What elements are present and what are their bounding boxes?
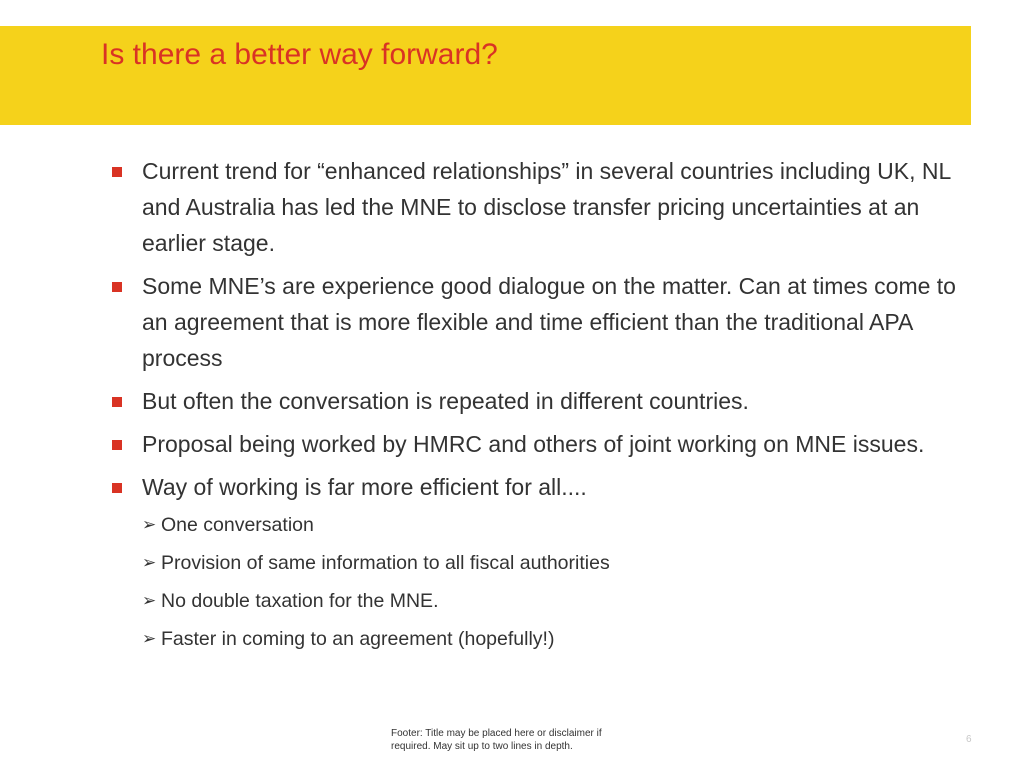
bullet-item (111, 469, 961, 505)
page-number: 6 (966, 734, 972, 745)
bullet-text: Current trend for “enhanced relationships” in several countries including UK, NL and Australia has led the MNE to disclose transfer pricing uncertainties at an earlier stage. (142, 158, 951, 256)
arrowhead-bullet-icon: ➢ (142, 515, 157, 535)
sub-bullet-text: Provision of same information to all fiscal authorities (161, 552, 610, 574)
slide-content (111, 153, 961, 664)
sub-bullet-item (111, 512, 961, 538)
sub-bullet-text: No double taxation for the MNE. (161, 590, 439, 612)
sub-bullet-list (111, 512, 961, 652)
square-bullet-icon (112, 397, 122, 407)
square-bullet-icon (112, 167, 122, 177)
bullet-item (111, 153, 961, 261)
bullet-text: Some MNE’s are experience good dialogue on the matter. Can at times come to an agreement that is more flexible and time efficient than the traditional APA process (142, 273, 956, 371)
sub-bullet-item (111, 588, 961, 614)
bullet-text: Proposal being worked by HMRC and others of joint working on MNE issues. (142, 431, 925, 457)
bullet-item (111, 426, 961, 462)
arrowhead-bullet-icon: ➢ (142, 591, 157, 611)
sub-bullet-text: Faster in coming to an agreement (hopefully!) (161, 628, 555, 650)
sub-bullet-item (111, 550, 961, 576)
sub-bullet-item (111, 626, 961, 652)
arrowhead-bullet-icon: ➢ (142, 629, 157, 649)
square-bullet-icon (112, 282, 122, 292)
bullet-text: But often the conversation is repeated in different countries. (142, 388, 749, 414)
slide-title: Is there a better way forward? (101, 38, 498, 71)
arrowhead-bullet-icon: ➢ (142, 553, 157, 573)
bullet-item (111, 268, 961, 376)
bullet-item (111, 383, 961, 419)
square-bullet-icon (112, 440, 122, 450)
bullet-text: Way of working is far more efficient for all.... (142, 474, 587, 500)
square-bullet-icon (112, 483, 122, 493)
sub-bullet-text: One conversation (161, 514, 314, 536)
slide-footer: Footer: Title may be placed here or disclaimer if required. May sit up to two lines in depth. (391, 728, 602, 752)
